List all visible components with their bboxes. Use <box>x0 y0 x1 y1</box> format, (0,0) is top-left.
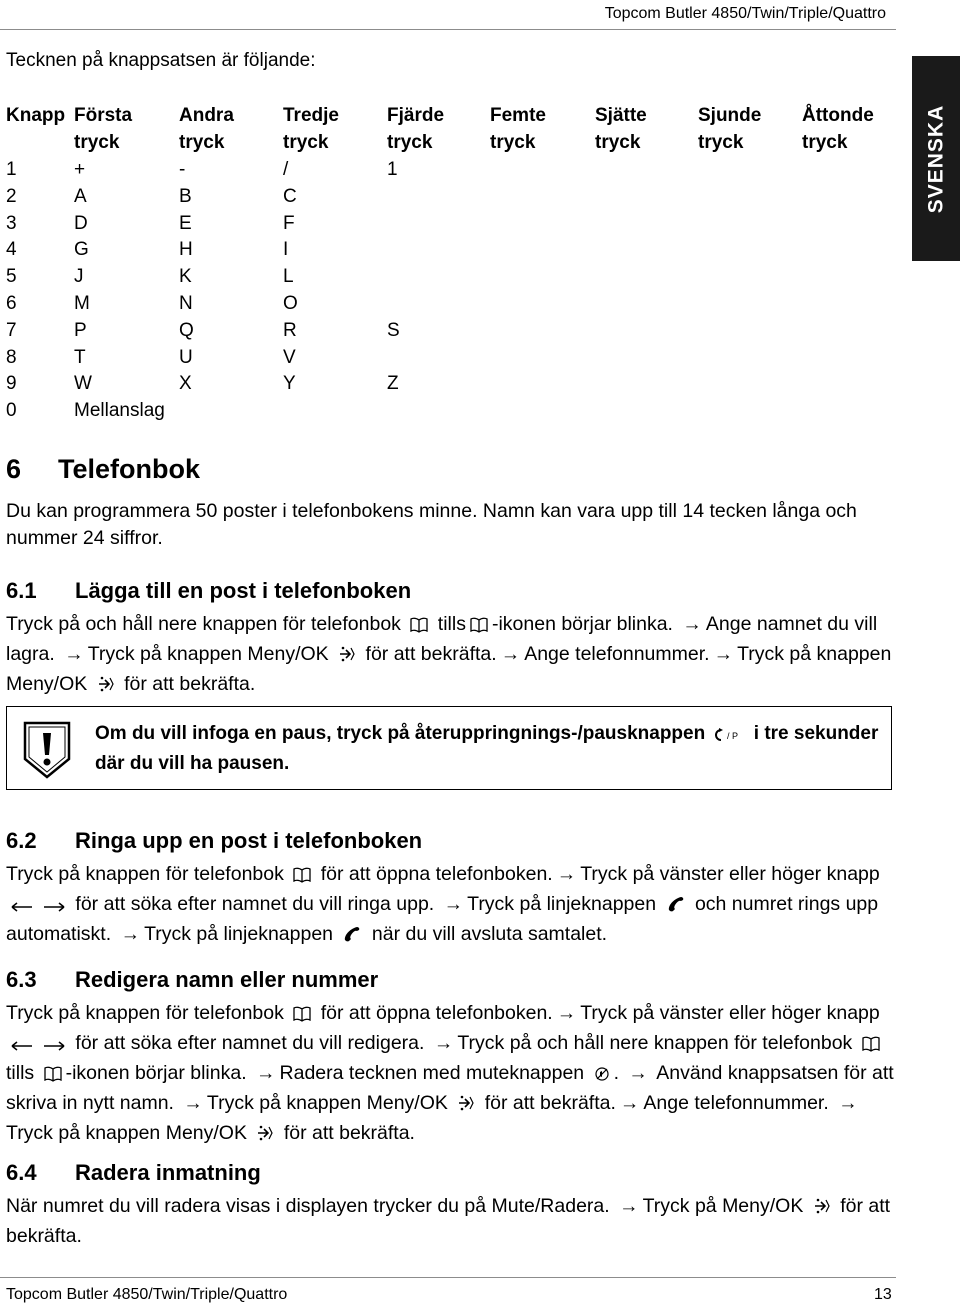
text: När numret du vill radera visas i displayen trycker du på Mute/Radera. <box>6 1195 610 1217</box>
keypad-character: M <box>74 293 90 314</box>
keypad-key: 0 <box>6 400 17 422</box>
menu-ok-icon <box>338 644 356 671</box>
keypad-column-header <box>698 102 761 156</box>
section-6-1-heading <box>6 578 411 604</box>
text: Ange namnet du vill lagra. <box>6 613 878 665</box>
section-6-3-heading <box>6 967 378 993</box>
keypad-column-header <box>802 102 874 156</box>
text: för att bekräfta. <box>6 1195 891 1247</box>
text: Tryck på vänster eller höger knapp <box>580 863 880 885</box>
mute-icon <box>594 1063 610 1090</box>
pause-note <box>6 706 892 790</box>
keypad-character: X <box>179 373 192 395</box>
keypad-character: O <box>283 293 298 314</box>
keypad-character: W <box>74 373 92 395</box>
text: för att öppna telefonboken. <box>320 1002 553 1024</box>
section-number: 6.1 <box>6 578 37 603</box>
header-line: Knapp <box>6 105 66 126</box>
text: för att öppna telefonboken. <box>320 863 553 885</box>
section-6-4-heading <box>6 1160 261 1186</box>
text: för att söka efter namnet du vill ringa upp. <box>75 893 435 915</box>
pause-note-text <box>95 720 885 777</box>
section-number: 6.4 <box>6 1160 37 1185</box>
keypad-column-header <box>179 102 234 156</box>
phonebook-icon <box>44 1063 62 1090</box>
menu-ok-icon <box>457 1093 475 1120</box>
text: Ange telefonnummer. <box>643 1092 829 1114</box>
keypad-character: S <box>387 319 400 341</box>
keypad-column-header <box>595 102 647 156</box>
keypad-character: E <box>179 212 192 234</box>
right-arrow-icon: → <box>120 923 141 945</box>
text: Tryck på Meny/OK <box>642 1195 804 1217</box>
text: Tryck på linjeknappen <box>467 893 657 915</box>
right-arrow-icon: → <box>682 613 702 635</box>
text: -ikonen börjar blinka. <box>491 613 673 635</box>
section-6-2-heading <box>6 828 422 854</box>
keypad-character: C <box>283 185 297 207</box>
page-header-title: Topcom Butler 4850/Twin/Triple/Quattro <box>604 5 886 22</box>
text: Tryck på och håll nere knappen för telefonbok <box>457 1032 853 1054</box>
right-arrow-icon: → <box>838 1092 858 1114</box>
keypad-key: 3 <box>6 212 17 234</box>
right-arrow-icon: → <box>619 1195 639 1217</box>
text: tills <box>437 613 466 635</box>
text: i tre sekunder där du vill ha pausen. <box>95 723 879 774</box>
text: Tryck på knappen Meny/OK <box>206 1092 448 1114</box>
text: för att bekräfta. <box>283 1122 415 1144</box>
right-arrow-icon: → <box>500 643 521 665</box>
keypad-character: F <box>283 212 295 234</box>
keypad-character: Q <box>179 319 194 341</box>
section-title: Ringa upp en post i telefonboken <box>75 828 423 853</box>
keypad-key: 1 <box>6 159 17 180</box>
keypad-column-header <box>74 102 132 156</box>
keypad-character: H <box>179 239 193 261</box>
keypad-column-header <box>387 102 444 156</box>
text: Radera tecknen med muteknappen <box>279 1062 585 1084</box>
text: för att bekräfta. <box>124 673 256 695</box>
section-number: 6 <box>6 454 22 484</box>
keypad-character: G <box>74 239 89 261</box>
right-arrow-icon: → <box>443 893 464 915</box>
section-title: Radera inmatning <box>75 1160 261 1185</box>
text: för att söka efter namnet du vill redigera. <box>75 1032 425 1054</box>
header-line: tryck <box>387 132 433 153</box>
section-6-1-body <box>6 611 896 701</box>
keypad-character: N <box>179 293 193 314</box>
phonebook-icon <box>410 614 428 641</box>
section-title: Lägga till en post i telefonboken <box>75 578 412 603</box>
text: Tryck på knappen för telefonbok <box>6 863 284 885</box>
section-6-4-body <box>6 1193 896 1250</box>
section-6-3-body <box>6 1000 896 1150</box>
text: Tryck på linjeknappen <box>144 923 334 945</box>
keypad-column-header <box>490 102 546 156</box>
right-arrow-icon: → <box>619 1092 640 1114</box>
keypad-character: D <box>74 212 88 234</box>
text: -ikonen börjar blinka. <box>65 1062 247 1084</box>
keypad-character: Y <box>283 373 296 395</box>
text: Om du vill infoga en paus, tryck på återuppringnings-/pausknappen <box>95 723 706 744</box>
keypad-character: - <box>179 159 186 180</box>
menu-ok-icon <box>97 674 115 701</box>
right-arrow-icon: → <box>713 643 734 665</box>
keypad-key: 4 <box>6 239 17 261</box>
keypad-character: U <box>179 346 193 368</box>
text: och numret rings upp automatiskt. <box>6 893 879 945</box>
keypad-intro: Tecknen på knappsatsen är följande: <box>6 50 316 71</box>
section-title: Telefonbok <box>58 454 201 484</box>
keypad-character: Mellanslag <box>74 400 165 422</box>
text: Tryck på knappen Meny/OK <box>87 643 329 665</box>
text: Tryck på vänster eller höger knapp <box>580 1002 880 1024</box>
header-line: Åttonde <box>802 105 874 126</box>
right-arrow-icon: → <box>64 643 84 665</box>
keypad-key: 6 <box>6 293 17 314</box>
header-line: Första <box>74 105 133 126</box>
text: Ange telefonnummer. <box>524 643 710 665</box>
keypad-character: B <box>179 185 192 207</box>
text: för att bekräfta. <box>365 643 497 665</box>
keypad-character: + <box>74 159 86 180</box>
header-line: tryck <box>802 132 848 153</box>
keypad-character: / <box>283 159 289 180</box>
header-line: Andra <box>179 105 234 126</box>
header-line: tryck <box>490 132 536 153</box>
phonebook-icon <box>293 864 311 891</box>
keypad-character: A <box>74 185 87 207</box>
section-6-heading <box>6 454 200 485</box>
header-line: tryck <box>595 132 641 153</box>
text: Tryck på knappen Meny/OK <box>6 1122 247 1144</box>
keypad-key: 5 <box>6 266 17 288</box>
page-number: 13 <box>874 1286 892 1303</box>
keypad-column-header <box>6 102 65 129</box>
keypad-key: 8 <box>6 346 17 368</box>
section-number: 6.2 <box>6 828 37 853</box>
svg-text:/ P: / P <box>727 731 739 741</box>
text: Använd knappsatsen för att skriva in nytt namn. <box>6 1062 894 1114</box>
language-tab-label: SVENSKA <box>924 104 947 213</box>
exclamation-warning-icon <box>19 719 75 786</box>
left-right-arrows-icon <box>10 894 66 921</box>
keypad-key: 7 <box>6 319 17 341</box>
text: för att bekräfta. <box>484 1092 616 1114</box>
right-arrow-icon: → <box>183 1092 203 1114</box>
section-number: 6.3 <box>6 967 37 992</box>
header-divider <box>0 29 896 30</box>
line-handset-icon <box>342 924 362 951</box>
section-6-body: Du kan programmera 50 poster i telefonbokens minne. Namn kan vara upp till 14 tecken långa och nummer 24 siffror. <box>6 500 857 549</box>
section-6-2-body <box>6 861 896 951</box>
header-line: Femte <box>490 105 546 126</box>
right-arrow-icon: → <box>628 1062 648 1084</box>
footer-divider <box>0 1277 896 1278</box>
header-line: Sjätte <box>595 105 647 126</box>
text: Tryck på knappen för telefonbok <box>6 1002 284 1024</box>
phonebook-icon <box>470 614 488 641</box>
phonebook-icon <box>293 1003 311 1030</box>
keypad-character: V <box>283 346 296 368</box>
keypad-character: 1 <box>387 159 398 180</box>
text: tills <box>6 1062 35 1084</box>
keypad-character: J <box>74 266 84 288</box>
text: Tryck på och håll nere knappen för telefonbok <box>6 613 401 635</box>
keypad-character: K <box>179 266 192 288</box>
right-arrow-icon: → <box>256 1062 276 1084</box>
text: Tryck på knappen Meny/OK <box>6 643 892 695</box>
header-line: tryck <box>179 132 225 153</box>
keypad-character: T <box>74 346 86 368</box>
keypad-character: L <box>283 266 294 288</box>
right-arrow-icon: → <box>556 863 577 885</box>
header-line: tryck <box>283 132 329 153</box>
right-arrow-icon: → <box>433 1032 454 1054</box>
header-line: Tredje <box>283 105 339 126</box>
keypad-key: 9 <box>6 373 17 395</box>
menu-ok-icon <box>813 1196 831 1223</box>
header-line: Fjärde <box>387 105 445 126</box>
footer-title: Topcom Butler 4850/Twin/Triple/Quattro <box>6 1286 288 1303</box>
text: när du vill avsluta samtalet. <box>371 923 608 945</box>
right-arrow-icon: → <box>556 1002 577 1024</box>
header-line: Sjunde <box>698 105 762 126</box>
header-line: tryck <box>698 132 744 153</box>
keypad-character: I <box>283 239 289 261</box>
menu-ok-icon <box>256 1123 274 1150</box>
language-tab <box>912 56 960 261</box>
keypad-character: Z <box>387 373 399 395</box>
section-title: Redigera namn eller nummer <box>75 967 379 992</box>
redial-pause-icon <box>714 723 744 750</box>
keypad-character: R <box>283 319 297 341</box>
keypad-key: 2 <box>6 185 17 207</box>
keypad-character: P <box>74 319 87 341</box>
header-line: tryck <box>74 132 120 153</box>
line-handset-icon <box>666 894 686 921</box>
phonebook-icon <box>862 1033 880 1060</box>
keypad-column-header <box>283 102 339 156</box>
text: . <box>613 1062 619 1084</box>
left-right-arrows-icon <box>10 1033 66 1060</box>
